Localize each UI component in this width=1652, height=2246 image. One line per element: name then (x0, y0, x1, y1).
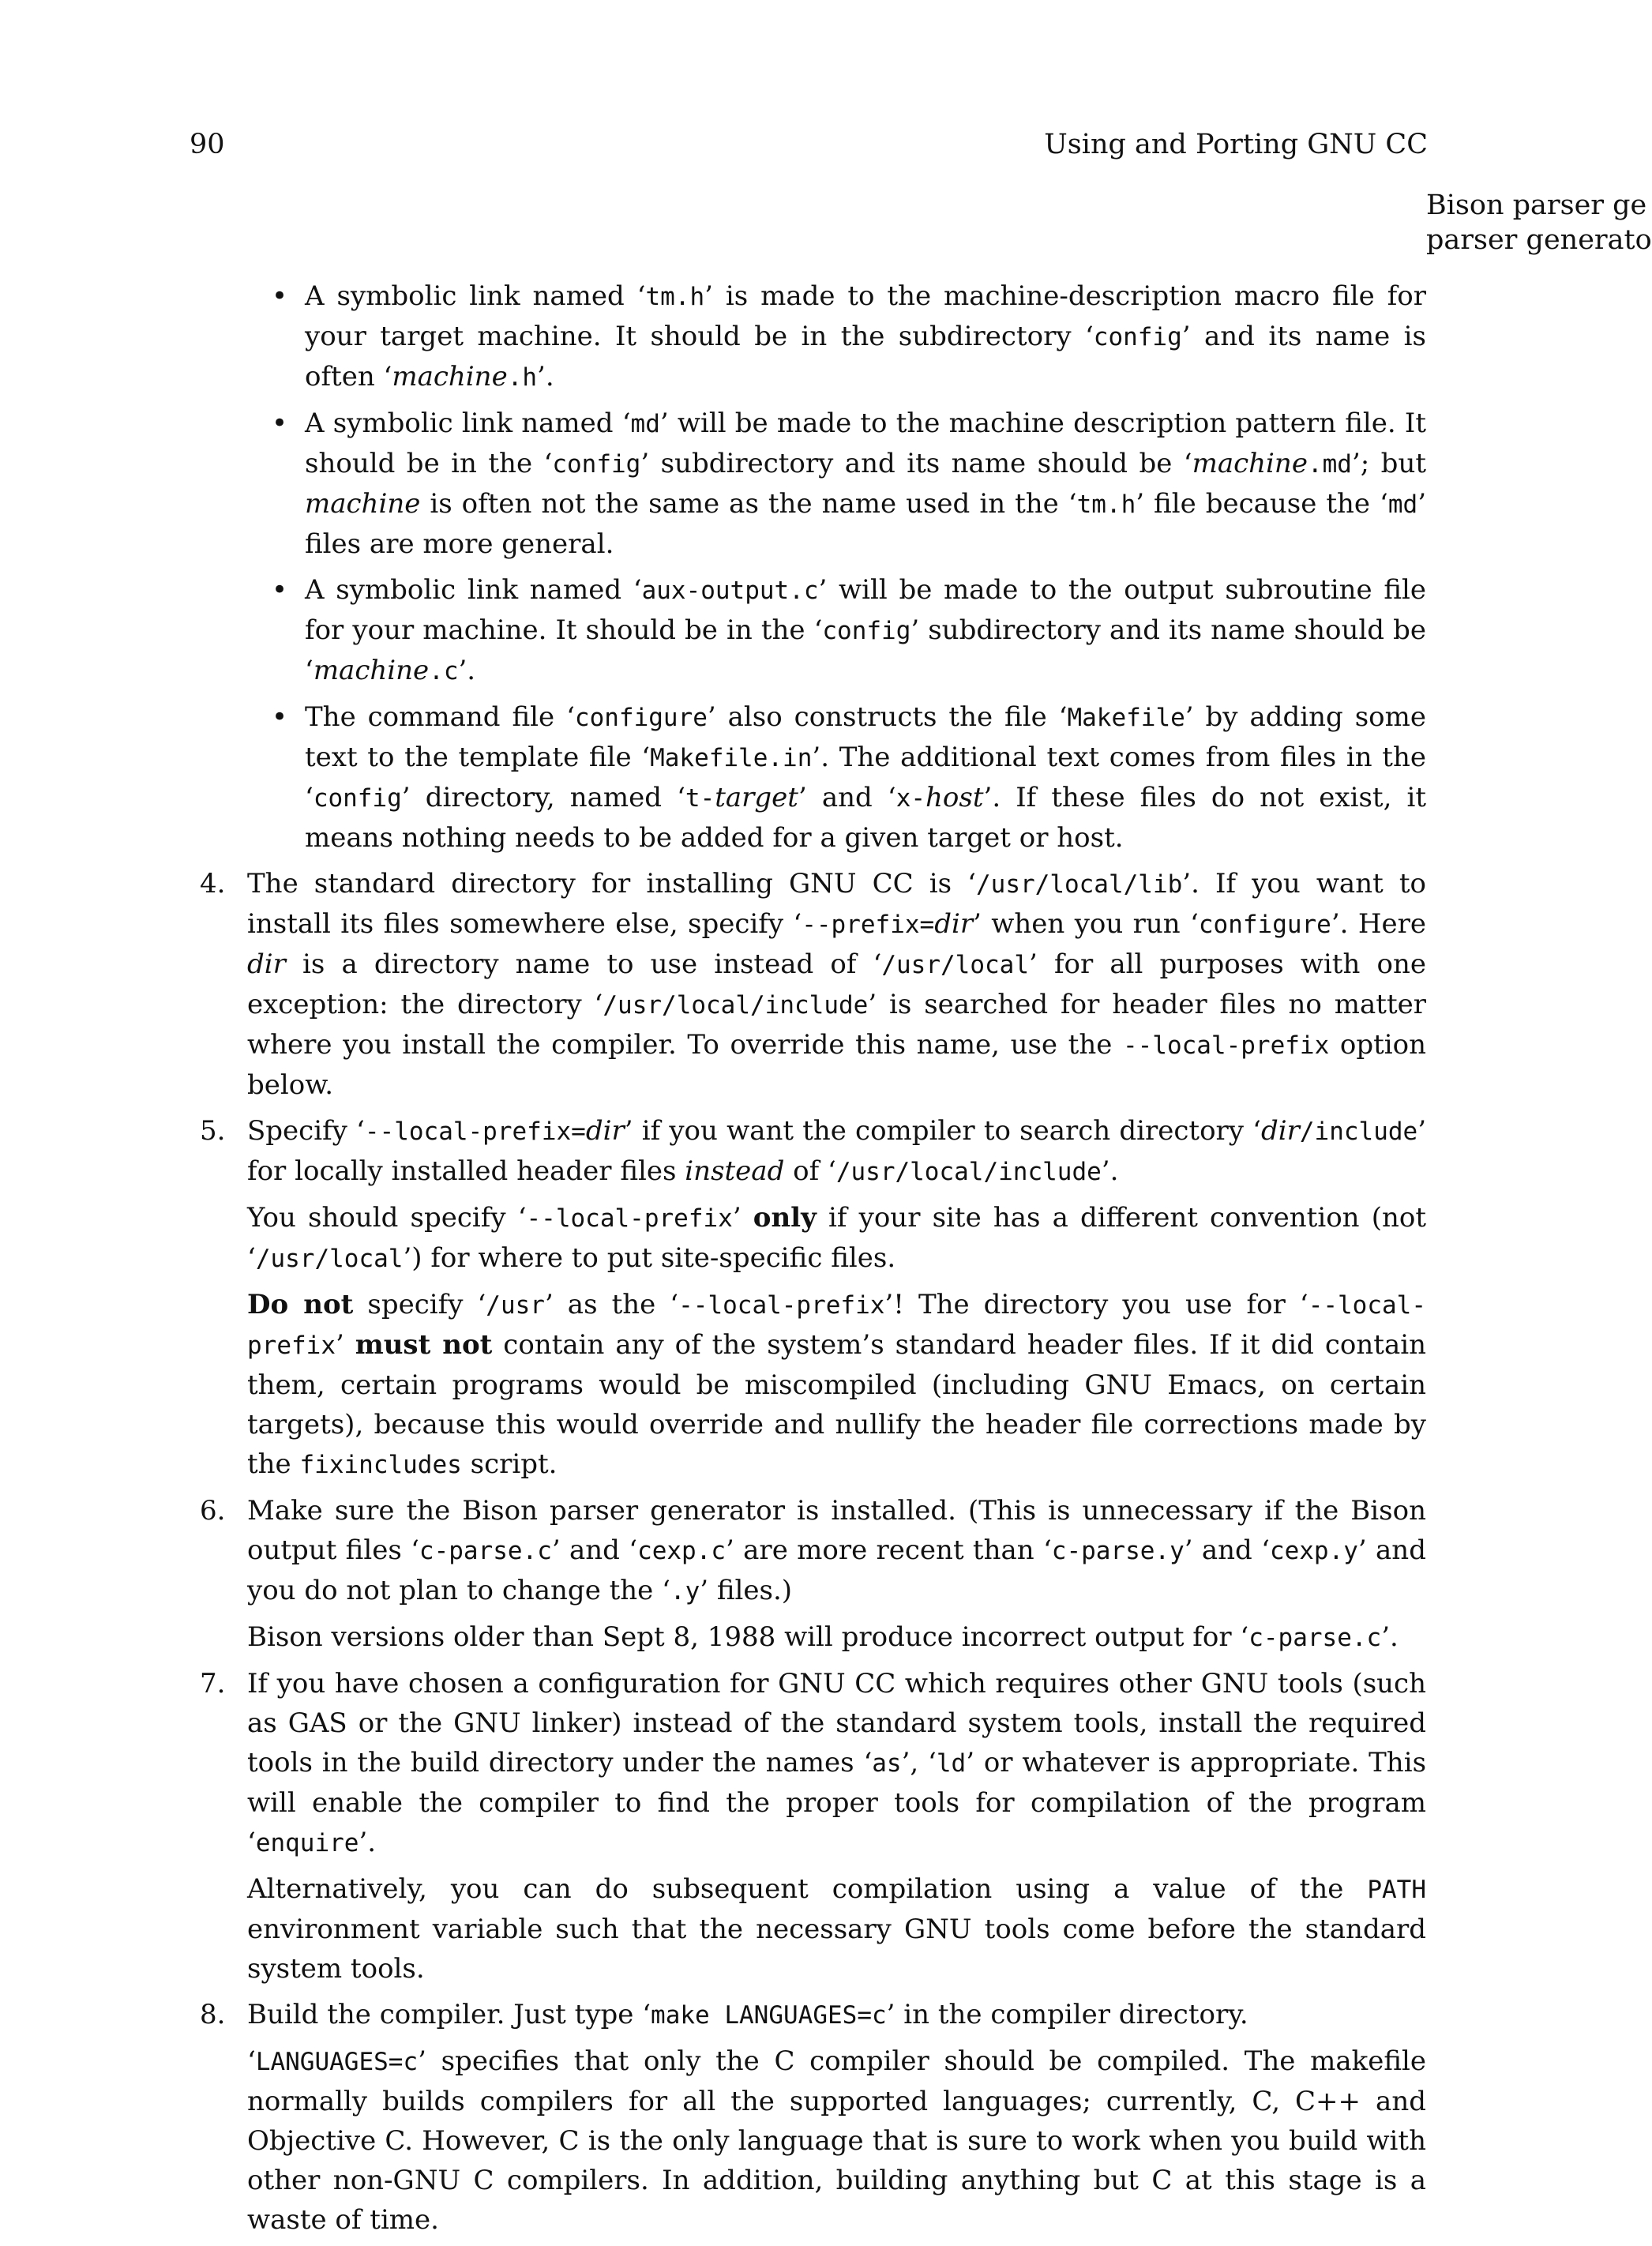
text-span: contain any of the system’s standard header files. If it did contain them, certain programs would be miscompiled (including GNU Emacs, on certain targets), because this would override and nullify the header file corrections made by the (247, 1329, 1426, 1480)
italic-span: machine (392, 361, 508, 392)
text-span: A symbolic link named ‘ (305, 574, 642, 606)
text-span: ’ subdirectory and its name should be ‘ (305, 614, 1426, 686)
step-number: 4. (200, 868, 226, 900)
code-span: configure (574, 704, 708, 732)
step-5 (200, 1111, 1427, 1485)
code-span: configure (1198, 911, 1331, 939)
code-span: c-parse.c (419, 1537, 552, 1565)
text-span: ’) for where to put site-specific files. (403, 1242, 896, 1274)
italic-span: machine (313, 655, 430, 686)
bullet-item-md (305, 404, 1426, 564)
code-span: Makefile.in (650, 744, 813, 772)
italic-span: machine (1192, 448, 1308, 479)
code-span: config (552, 450, 641, 479)
text-span: Build the compiler. Just type ‘ (247, 1999, 651, 2030)
code-span: cexp.c (637, 1537, 727, 1565)
text-span: ’ subdirectory and its name should be ‘ (640, 448, 1192, 479)
step-4 (200, 864, 1426, 1105)
text-span: of ‘ (784, 1155, 836, 1187)
margin-note (1426, 188, 1652, 257)
code-span: .y (670, 1577, 700, 1606)
code-span: /usr/local (255, 1245, 404, 1273)
step-paragraph (247, 1285, 1426, 1485)
code-span: enquire (255, 1829, 359, 1857)
bullet-item-aux-output (305, 570, 1426, 691)
code-span: /usr/local (881, 951, 1029, 979)
bullet-item-tm-h (305, 276, 1426, 397)
code-span: --local-prefix (1122, 1031, 1330, 1060)
text-span: The standard directory for installing GNU CC is ‘ (247, 868, 976, 900)
text-span: ’ if you want the compiler to search directory ‘ (624, 1115, 1261, 1147)
text-span: ’. If you want to install its files somewhere else, specify ‘ (247, 868, 1426, 940)
code-span: md (630, 410, 660, 438)
italic-span: host (925, 782, 984, 813)
step-paragraph (247, 1198, 1426, 1279)
step-paragraph (247, 1995, 1426, 2035)
text-span: option below. (247, 1029, 1426, 1101)
italic-span: target (715, 782, 798, 813)
step-paragraph (247, 864, 1426, 1105)
text-span: A symbolic link named ‘ (305, 408, 631, 439)
step-number: 5. (200, 1115, 226, 1147)
text-span: ’ also constructs the file ‘ (707, 701, 1068, 733)
italic-span: dir (247, 948, 286, 980)
code-span: c-parse.y (1051, 1537, 1185, 1565)
text-span: ’ and ‘ (798, 782, 896, 813)
text-span: Bison versions older than Sept 8, 1988 will produce incorrect output for ‘ (247, 1621, 1249, 1653)
code-span: .h (507, 363, 538, 392)
bold-span: must not (355, 1329, 493, 1361)
code-span: --prefix= (802, 911, 935, 939)
bullet-item-configure (305, 697, 1426, 858)
code-span: config (313, 784, 402, 813)
step-paragraph (247, 1869, 1426, 1989)
text-span: ’. The additional text comes from files in the ‘ (305, 742, 1426, 813)
step-paragraph (247, 2041, 1426, 2240)
text-span: ’, ‘ (901, 1747, 937, 1778)
text-span: ’ is searched for header files no matter where you install the compiler. To override this name, use the (247, 989, 1426, 1061)
running-title: Using and Porting GNU CC (1044, 129, 1428, 160)
text-span: ’ in the compiler directory. (886, 1999, 1248, 2030)
italic-span: instead (685, 1155, 785, 1187)
italic-span: dir (585, 1115, 625, 1147)
text-span: ’ will be made to the machine description pattern file. It should be in the ‘ (305, 408, 1426, 479)
step-number: 7. (200, 1668, 226, 1700)
step-number: 6. (200, 1495, 226, 1527)
text-span: ’ files.) (700, 1575, 793, 1606)
code-span: make LANGUAGES=c (651, 2001, 887, 2030)
text-span: environment variable such that the necessary GNU tools come before the standard system tools. (247, 1914, 1426, 1985)
code-span: cexp.y (1269, 1537, 1358, 1565)
text-span: Make sure the Bison parser generator is installed. (This is unnecessary if the Bison output files ‘ (247, 1495, 1426, 1566)
code-span: aux-output.c (641, 577, 819, 605)
code-span: --local-prefix (247, 1291, 1426, 1360)
text-span: ’ when you run ‘ (973, 908, 1199, 940)
code-span: config (1093, 323, 1182, 351)
code-span: Makefile (1067, 704, 1185, 732)
text-span: ‘ (247, 2045, 256, 2077)
step-8 (200, 1995, 1426, 2240)
code-span: fixincludes (299, 1451, 462, 1479)
text-span: ’ directory, named ‘ (401, 782, 685, 813)
text-span: ’ will be made to the output subroutine file for your machine. It should be in the ‘ (305, 574, 1426, 646)
text-span: ’; but (1351, 448, 1426, 479)
bullet-list (305, 276, 1426, 858)
code-span: /include (1299, 1117, 1418, 1146)
margin-note-line: Bison parser ge (1426, 190, 1647, 221)
text-span: ’. (359, 1827, 377, 1858)
code-span: --local-prefix= (364, 1117, 586, 1146)
code-span: --local-prefix (678, 1291, 885, 1320)
code-span: x- (895, 784, 926, 813)
code-span: md (1387, 490, 1418, 519)
text-span: ’. (537, 361, 554, 392)
text-span: ’ files are more general. (305, 488, 1426, 560)
text-span: script. (461, 1448, 558, 1480)
text-span: The command file ‘ (305, 701, 575, 733)
code-span: as (872, 1749, 902, 1778)
code-span: tm.h (1076, 490, 1136, 519)
text-span: if your site has a different convention (not ‘ (247, 1202, 1427, 1274)
text-span: ’ by adding some text to the template file ‘ (305, 701, 1426, 773)
text-span: ’. (458, 655, 476, 686)
text-span: ’ for all purposes with one exception: the directory ‘ (247, 948, 1426, 1020)
text-span: is a directory name to use instead of ‘ (285, 948, 882, 980)
text-span: ’ is made to the machine-description macro file for your target machine. It should be in the subdirectory ‘ (305, 280, 1426, 352)
text-span: ’ (335, 1329, 355, 1361)
code-span: c-parse.c (1248, 1624, 1382, 1652)
text-span: ’ file because the ‘ (1136, 488, 1388, 520)
italic-span: machine (305, 488, 421, 520)
code-span: /usr (486, 1291, 545, 1320)
text-span: ’ and ‘ (1184, 1534, 1270, 1566)
code-span: /usr/local/lib (976, 870, 1183, 899)
text-span: Alternatively, you can do subsequent compilation using a value of the (247, 1873, 1368, 1905)
text-span: ’! The directory you use for ‘ (884, 1289, 1308, 1320)
text-span: ’ and its name is often ‘ (305, 321, 1426, 392)
text-span: ’ are more recent than ‘ (726, 1534, 1052, 1566)
step-paragraph (247, 1491, 1426, 1611)
code-span: PATH (1367, 1876, 1426, 1904)
italic-span: dir (934, 908, 974, 940)
text-span: ’ and ‘ (551, 1534, 638, 1566)
bold-span: only (753, 1202, 817, 1234)
step-paragraph (247, 1664, 1426, 1863)
code-span: ld (936, 1749, 967, 1778)
bold-span: Do not (247, 1289, 354, 1320)
step-paragraph (247, 1111, 1426, 1192)
code-span: .c (429, 657, 459, 685)
text-span: Specify ‘ (247, 1115, 365, 1147)
text-span: A symbolic link named ‘ (305, 280, 646, 312)
text-span: ’. Here (1331, 908, 1426, 940)
text-span: ’. (1381, 1621, 1399, 1653)
code-span: tm.h (645, 283, 705, 311)
text-span: You should specify ‘ (247, 1202, 527, 1234)
italic-span: dir (1260, 1115, 1300, 1147)
text-span: ’ specifies that only the C compiler should be compiled. The makefile normally builds compilers for all the supported languages; currently, C, C++ and Objective C. However, C is the only language that is sure to work when you build with other non-GNU C compilers. In addition, building anything but C at this stage is a waste of time. (247, 2045, 1426, 2236)
text-span: ’. If these files do not exist, it means nothing needs to be added for a given target or host. (305, 782, 1426, 854)
step-6 (200, 1491, 1426, 1658)
text-span: ’ for locally installed header files (247, 1115, 1426, 1187)
code-span: config (822, 617, 911, 645)
text-span: If you have chosen a configuration for GNU CC which requires other GNU tools (such as GAS or the GNU linker) instead of the standard system tools, install the required tools in the build directory under the names ‘ (247, 1668, 1426, 1778)
margin-note-line: parser generato (1426, 224, 1652, 256)
step-paragraph (247, 1617, 1426, 1658)
code-span: /usr/local/include (835, 1158, 1102, 1186)
code-span: .md (1307, 450, 1352, 479)
text-span: specify ‘ (353, 1289, 486, 1320)
code-span: t- (685, 784, 715, 813)
step-number: 8. (200, 1999, 226, 2030)
text-span: ’ as the ‘ (544, 1289, 679, 1320)
code-span: LANGUAGES=c (255, 2048, 419, 2076)
text-span: ’ or whatever is appropriate. This will enable the compiler to find the proper tools for compilation of the program ‘ (247, 1747, 1427, 1858)
code-span: --local-prefix (526, 1204, 733, 1233)
page-body (190, 276, 1426, 2246)
page-number: 90 (190, 129, 225, 160)
step-7 (200, 1664, 1427, 1989)
text-span: is often not the same as the name used in the ‘ (420, 488, 1077, 520)
text-span: ’. (1101, 1155, 1119, 1187)
text-span: ’ and you do not plan to change the ‘ (247, 1534, 1426, 1606)
code-span: /usr/local/include (603, 991, 869, 1020)
numbered-steps (200, 864, 1427, 2240)
text-span: ’ (732, 1202, 753, 1234)
